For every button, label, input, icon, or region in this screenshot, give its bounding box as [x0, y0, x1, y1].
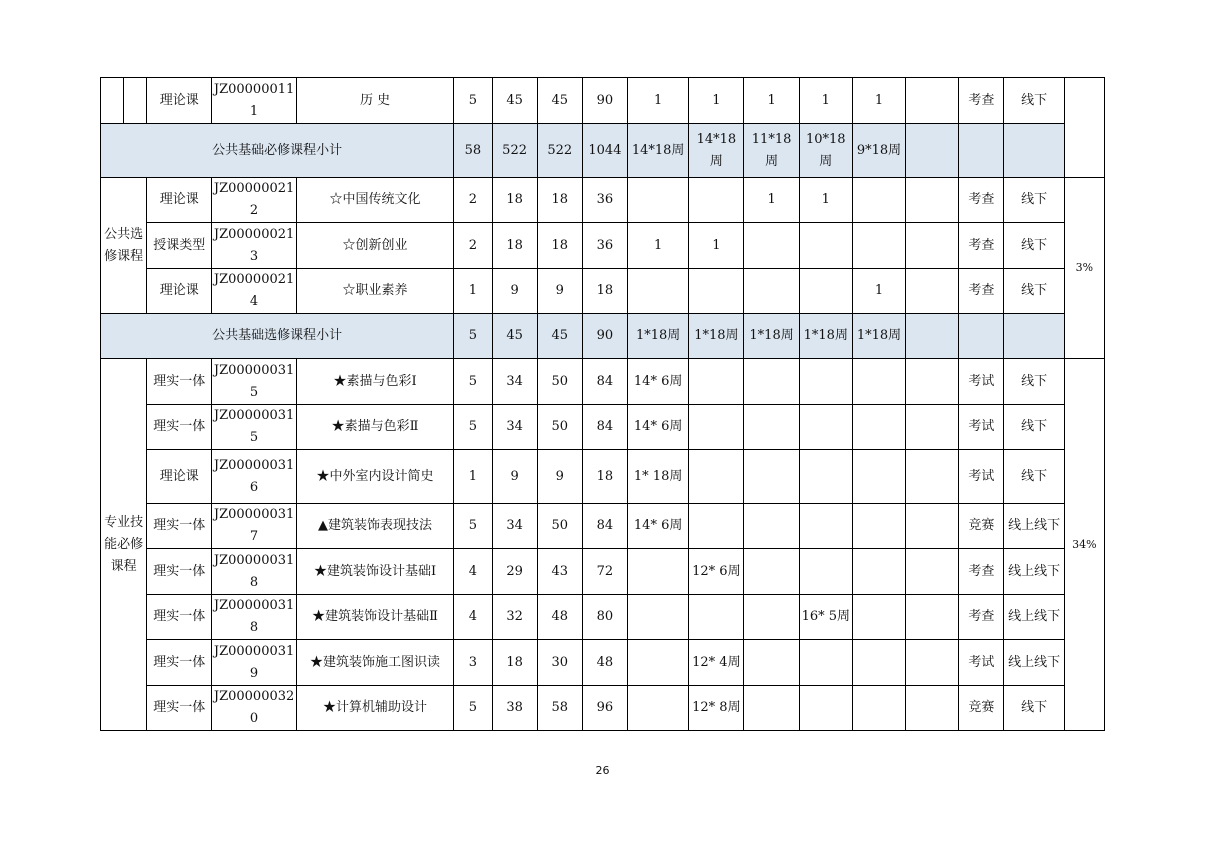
course-type: 授课类型: [147, 223, 212, 269]
course-type: 理实一体: [147, 504, 212, 549]
credit: 2: [454, 223, 492, 269]
semester-6: [906, 450, 959, 504]
exam-type: 考试: [959, 450, 1004, 504]
semester-1: 1* 18周: [628, 450, 689, 504]
course-name: ★建筑装饰施工图识读: [296, 640, 454, 686]
course-code: JZ000000214: [212, 269, 296, 314]
group-label: 专业技能必修课程: [101, 359, 147, 731]
table-row: [101, 504, 1105, 549]
total-hours: 36: [582, 223, 627, 269]
table-row: [101, 595, 1105, 640]
course-code: JZ000000315: [212, 405, 296, 450]
total-hours: 90: [582, 78, 627, 124]
semester-5: 1: [852, 78, 905, 124]
semester-6: [906, 178, 959, 223]
semester-6: [906, 314, 959, 359]
semester-1: [628, 640, 689, 686]
semester-6: [906, 78, 959, 124]
exam-type: 考查: [959, 223, 1004, 269]
theory-hours: 32: [492, 595, 537, 640]
semester-2: [689, 269, 744, 314]
teaching-mode: 线下: [1004, 405, 1064, 450]
credit: 5: [454, 314, 492, 359]
semester-3: 1: [744, 178, 799, 223]
semester-2: 1: [689, 223, 744, 269]
exam-type: 考试: [959, 640, 1004, 686]
course-code: JZ000000318: [212, 595, 296, 640]
semester-3: 1*18周: [744, 314, 799, 359]
course-code: JZ000000318: [212, 549, 296, 595]
theory-hours: 45: [492, 78, 537, 124]
total-hours: 48: [582, 640, 627, 686]
teaching-mode: 线下: [1004, 686, 1064, 731]
semester-6: [906, 359, 959, 405]
semester-2: [689, 504, 744, 549]
teaching-mode: 线下: [1004, 450, 1064, 504]
table-row: [101, 405, 1105, 450]
course-code: JZ000000320: [212, 686, 296, 731]
semester-5: [852, 549, 905, 595]
table-row: [101, 549, 1105, 595]
total-hours: 96: [582, 686, 627, 731]
subtotal-row: [101, 124, 1105, 178]
theory-hours: 45: [492, 314, 537, 359]
semester-4: [799, 450, 852, 504]
course-name: 历 史: [296, 78, 454, 124]
semester-4: [799, 405, 852, 450]
semester-2: [689, 178, 744, 223]
semester-4: [799, 223, 852, 269]
credit: 5: [454, 686, 492, 731]
practice-hours: 58: [537, 686, 582, 731]
teaching-mode: 线上线下: [1004, 504, 1064, 549]
practice-hours: 9: [537, 269, 582, 314]
theory-hours: 9: [492, 450, 537, 504]
exam-type: 考查: [959, 549, 1004, 595]
semester-5: [852, 504, 905, 549]
ratio-cell: 3%: [1064, 178, 1104, 359]
practice-hours: 43: [537, 549, 582, 595]
semester-3: [744, 549, 799, 595]
subtotal-row: [101, 314, 1105, 359]
semester-4: 1: [799, 178, 852, 223]
course-type: 理实一体: [147, 549, 212, 595]
semester-1: 14* 6周: [628, 504, 689, 549]
semester-2: 14*18周: [689, 124, 744, 178]
teaching-mode: 线上线下: [1004, 549, 1064, 595]
semester-1: 1: [628, 78, 689, 124]
total-hours: 90: [582, 314, 627, 359]
course-name: ☆职业素养: [296, 269, 454, 314]
course-type: 理论课: [147, 450, 212, 504]
practice-hours: 45: [537, 78, 582, 124]
semester-5: [852, 178, 905, 223]
blank-cell: [124, 78, 147, 124]
exam-type: 考查: [959, 595, 1004, 640]
semester-6: [906, 405, 959, 450]
semester-5: [852, 595, 905, 640]
semester-2: [689, 450, 744, 504]
theory-hours: 18: [492, 223, 537, 269]
teaching-mode: 线上线下: [1004, 640, 1064, 686]
semester-4: [799, 504, 852, 549]
semester-1: [628, 269, 689, 314]
total-hours: 84: [582, 405, 627, 450]
course-code: JZ000000316: [212, 450, 296, 504]
course-name: ★中外室内设计简史: [296, 450, 454, 504]
semester-6: [906, 269, 959, 314]
course-schedule-table: [100, 77, 1105, 731]
credit: 5: [454, 504, 492, 549]
table-row: [101, 686, 1105, 731]
teaching-mode: 线下: [1004, 223, 1064, 269]
teaching-mode: 线下: [1004, 269, 1064, 314]
course-type: 理实一体: [147, 359, 212, 405]
exam-type: [959, 124, 1004, 178]
ratio-cell: 34%: [1064, 359, 1104, 731]
table-row: [101, 359, 1105, 405]
practice-hours: 30: [537, 640, 582, 686]
teaching-mode: 线上线下: [1004, 595, 1064, 640]
semester-1: 14* 6周: [628, 405, 689, 450]
course-name: ▲建筑装饰表现技法: [296, 504, 454, 549]
semester-6: [906, 504, 959, 549]
semester-3: [744, 640, 799, 686]
practice-hours: 50: [537, 405, 582, 450]
semester-1: 1*18周: [628, 314, 689, 359]
course-name: ★计算机辅助设计: [296, 686, 454, 731]
credit: 2: [454, 178, 492, 223]
teaching-mode: 线下: [1004, 78, 1064, 124]
theory-hours: 34: [492, 359, 537, 405]
teaching-mode: [1004, 124, 1064, 178]
semester-3: [744, 686, 799, 731]
semester-5: [852, 405, 905, 450]
course-type: 理论课: [147, 269, 212, 314]
teaching-mode: 线下: [1004, 178, 1064, 223]
semester-5: [852, 640, 905, 686]
semester-4: [799, 549, 852, 595]
blank-cell: [101, 78, 124, 124]
semester-6: [906, 124, 959, 178]
practice-hours: 18: [537, 223, 582, 269]
teaching-mode: 线下: [1004, 359, 1064, 405]
theory-hours: 522: [492, 124, 537, 178]
course-name: ★建筑装饰设计基础Ⅱ: [296, 595, 454, 640]
course-code: JZ000000317: [212, 504, 296, 549]
total-hours: 18: [582, 269, 627, 314]
semester-4: [799, 640, 852, 686]
course-code: JZ000000111: [212, 78, 296, 124]
semester-1: [628, 686, 689, 731]
semester-3: 11*18周: [744, 124, 799, 178]
semester-1: [628, 549, 689, 595]
semester-3: [744, 359, 799, 405]
course-code: JZ000000213: [212, 223, 296, 269]
semester-3: [744, 269, 799, 314]
theory-hours: 38: [492, 686, 537, 731]
semester-5: 1*18周: [852, 314, 905, 359]
semester-2: [689, 405, 744, 450]
course-type: 理实一体: [147, 595, 212, 640]
theory-hours: 18: [492, 178, 537, 223]
group-label: 公共选修课程: [101, 178, 147, 314]
exam-type: 考查: [959, 269, 1004, 314]
theory-hours: 9: [492, 269, 537, 314]
theory-hours: 18: [492, 640, 537, 686]
total-hours: 84: [582, 359, 627, 405]
table-row: [101, 450, 1105, 504]
semester-4: [799, 359, 852, 405]
theory-hours: 34: [492, 504, 537, 549]
table-row: [101, 269, 1105, 314]
course-name: ★素描与色彩Ⅰ: [296, 359, 454, 405]
exam-type: 考试: [959, 359, 1004, 405]
theory-hours: 29: [492, 549, 537, 595]
course-name: ☆创新创业: [296, 223, 454, 269]
practice-hours: 50: [537, 359, 582, 405]
semester-2: 12* 4周: [689, 640, 744, 686]
course-code: JZ000000212: [212, 178, 296, 223]
theory-hours: 34: [492, 405, 537, 450]
total-hours: 18: [582, 450, 627, 504]
exam-type: 考查: [959, 178, 1004, 223]
semester-2: 1: [689, 78, 744, 124]
semester-1: [628, 595, 689, 640]
semester-4: [799, 269, 852, 314]
semester-6: [906, 640, 959, 686]
course-type: 理实一体: [147, 640, 212, 686]
credit: 3: [454, 640, 492, 686]
semester-5: [852, 686, 905, 731]
exam-type: [959, 314, 1004, 359]
semester-3: [744, 405, 799, 450]
semester-2: [689, 595, 744, 640]
credit: 1: [454, 450, 492, 504]
semester-5: 9*18周: [852, 124, 905, 178]
exam-type: 竞赛: [959, 504, 1004, 549]
subtotal-label: 公共基础必修课程小计: [101, 124, 454, 178]
subtotal-label: 公共基础选修课程小计: [101, 314, 454, 359]
course-type: 理实一体: [147, 405, 212, 450]
credit: 5: [454, 78, 492, 124]
semester-1: [628, 178, 689, 223]
practice-hours: 9: [537, 450, 582, 504]
credit: 1: [454, 269, 492, 314]
semester-2: 12* 8周: [689, 686, 744, 731]
ratio-cell: [1064, 78, 1104, 178]
semester-4: 10*18周: [799, 124, 852, 178]
course-name: ★素描与色彩Ⅱ: [296, 405, 454, 450]
semester-2: 12* 6周: [689, 549, 744, 595]
course-type: 理实一体: [147, 686, 212, 731]
practice-hours: 50: [537, 504, 582, 549]
credit: 5: [454, 359, 492, 405]
semester-2: 1*18周: [689, 314, 744, 359]
semester-1: 14*18周: [628, 124, 689, 178]
practice-hours: 18: [537, 178, 582, 223]
semester-5: [852, 359, 905, 405]
total-hours: 84: [582, 504, 627, 549]
semester-4: 1: [799, 78, 852, 124]
total-hours: 1044: [582, 124, 627, 178]
table-row: [101, 640, 1105, 686]
course-code: JZ000000315: [212, 359, 296, 405]
semester-6: [906, 686, 959, 731]
semester-5: 1: [852, 269, 905, 314]
semester-6: [906, 223, 959, 269]
credit: 4: [454, 595, 492, 640]
exam-type: 考查: [959, 78, 1004, 124]
exam-type: 考试: [959, 405, 1004, 450]
credit: 5: [454, 405, 492, 450]
semester-1: 14* 6周: [628, 359, 689, 405]
table-row: [101, 178, 1105, 223]
semester-6: [906, 595, 959, 640]
total-hours: 80: [582, 595, 627, 640]
semester-4: [799, 686, 852, 731]
semester-3: 1: [744, 78, 799, 124]
semester-5: [852, 450, 905, 504]
table-row: [101, 223, 1105, 269]
page-number: 26: [595, 764, 610, 777]
semester-5: [852, 223, 905, 269]
total-hours: 72: [582, 549, 627, 595]
practice-hours: 45: [537, 314, 582, 359]
semester-3: [744, 450, 799, 504]
semester-2: [689, 359, 744, 405]
practice-hours: 48: [537, 595, 582, 640]
course-type: 理论课: [147, 178, 212, 223]
course-code: JZ000000319: [212, 640, 296, 686]
exam-type: 竞赛: [959, 686, 1004, 731]
semester-3: [744, 595, 799, 640]
course-type: 理论课: [147, 78, 212, 124]
course-name: ★建筑装饰设计基础Ⅰ: [296, 549, 454, 595]
credit: 58: [454, 124, 492, 178]
practice-hours: 522: [537, 124, 582, 178]
teaching-mode: [1004, 314, 1064, 359]
semester-4: 16* 5周: [799, 595, 852, 640]
semester-1: 1: [628, 223, 689, 269]
table-row: [101, 78, 1105, 124]
semester-6: [906, 549, 959, 595]
semester-3: [744, 223, 799, 269]
credit: 4: [454, 549, 492, 595]
semester-3: [744, 504, 799, 549]
semester-4: 1*18周: [799, 314, 852, 359]
total-hours: 36: [582, 178, 627, 223]
course-name: ☆中国传统文化: [296, 178, 454, 223]
